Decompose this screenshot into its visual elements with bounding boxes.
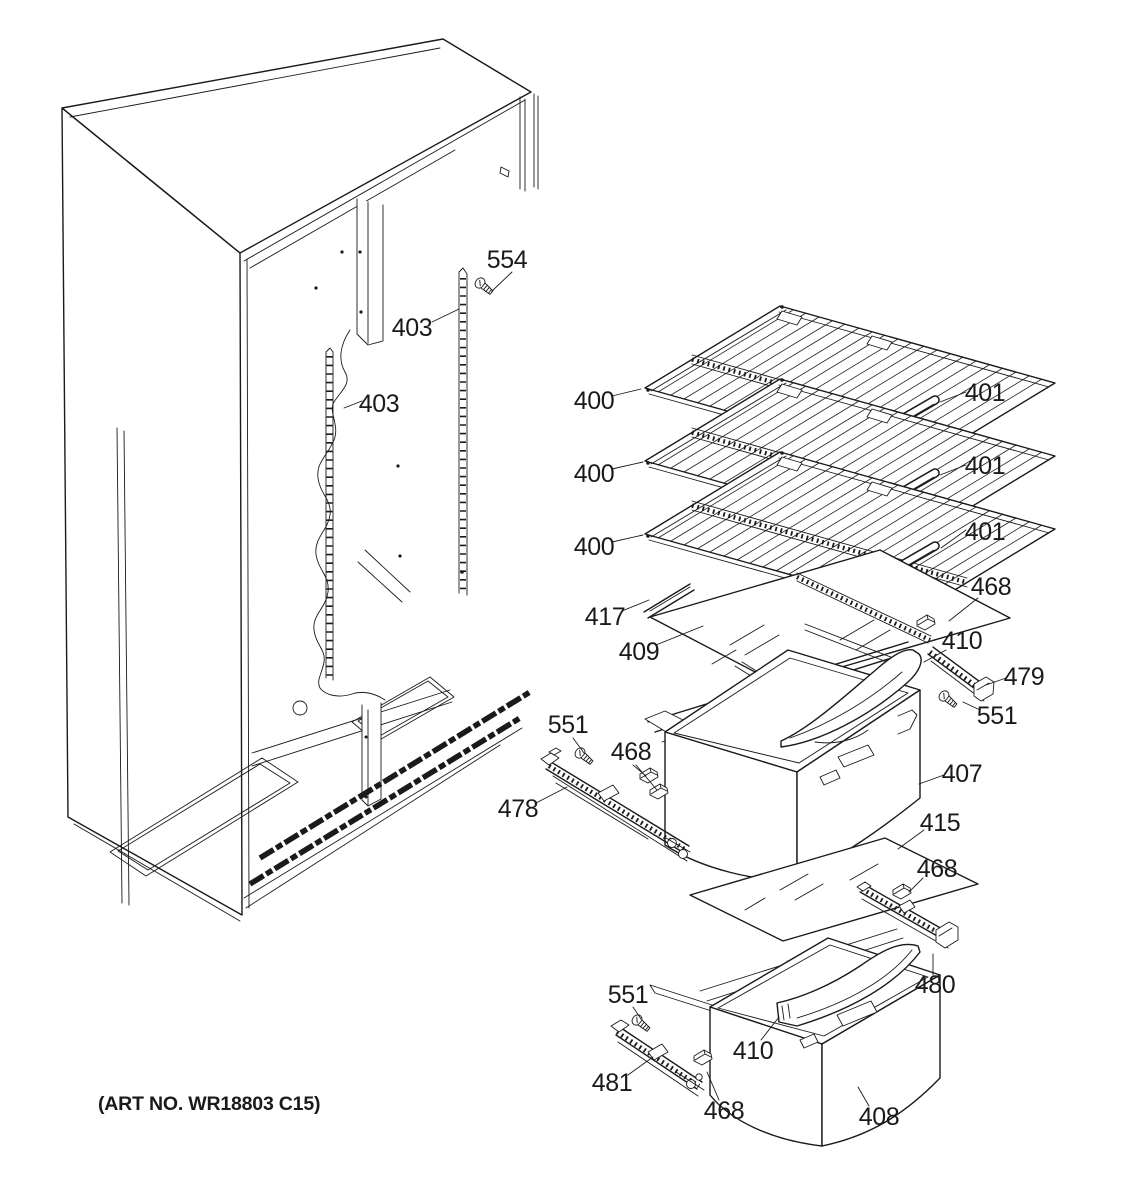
- callout-400-2: 400: [573, 460, 615, 488]
- callout-417: 417: [584, 603, 626, 631]
- center-support-channel: [357, 199, 383, 345]
- cabinet-top-face: [62, 39, 531, 261]
- cabinet-side-panel: [62, 108, 249, 921]
- callout-468-b: 468: [610, 738, 652, 766]
- callout-408: 408: [858, 1103, 900, 1131]
- floor-hole: [293, 701, 307, 715]
- screw-551-a: [573, 746, 595, 767]
- cabinet-floor: [110, 677, 530, 908]
- cabinet: [62, 39, 538, 921]
- callout-400-3: 400: [573, 533, 615, 561]
- callout-551-c: 551: [607, 981, 649, 1009]
- cabinet-right-door-flange: [500, 94, 538, 191]
- callout-410-lower: 410: [732, 1037, 774, 1065]
- callout-403-lower: 403: [358, 390, 400, 418]
- callout-481: 481: [591, 1069, 633, 1097]
- floor-pan-left: [110, 758, 298, 876]
- screw-551-b: [937, 689, 959, 710]
- cabinet-interior-back-wall: [250, 150, 455, 700]
- callout-409: 409: [618, 638, 660, 666]
- drawer-slide-479: [928, 647, 994, 701]
- callout-551-b: 551: [976, 702, 1018, 730]
- callout-415: 415: [919, 809, 961, 837]
- screw-554: [473, 276, 495, 297]
- callout-479: 479: [1003, 663, 1045, 691]
- art-number: (ART NO. WR18803 C15): [98, 1093, 321, 1115]
- callout-400-1: 400: [573, 387, 615, 415]
- callout-401-1: 401: [964, 379, 1006, 407]
- callout-401-2: 401: [964, 452, 1006, 480]
- callout-401-3: 401: [964, 518, 1006, 546]
- callout-407: 407: [941, 760, 983, 788]
- liner-wavy-line: [314, 330, 385, 700]
- callout-468-d: 468: [703, 1097, 745, 1125]
- callout-554: 554: [486, 246, 528, 274]
- front-sill-trim: [244, 692, 530, 908]
- screw-551-c: [630, 1013, 652, 1034]
- callout-403-upper: 403: [391, 314, 433, 342]
- callout-468-a: 468: [970, 573, 1012, 601]
- mounting-rail-403-left: [326, 348, 333, 680]
- mounting-rail-403-right: [459, 268, 467, 595]
- callout-468-c: 468: [916, 855, 958, 883]
- callout-551-a: 551: [547, 711, 589, 739]
- callout-478: 478: [497, 795, 539, 823]
- callout-480: 480: [914, 971, 956, 999]
- callout-410-upper: 410: [941, 627, 983, 655]
